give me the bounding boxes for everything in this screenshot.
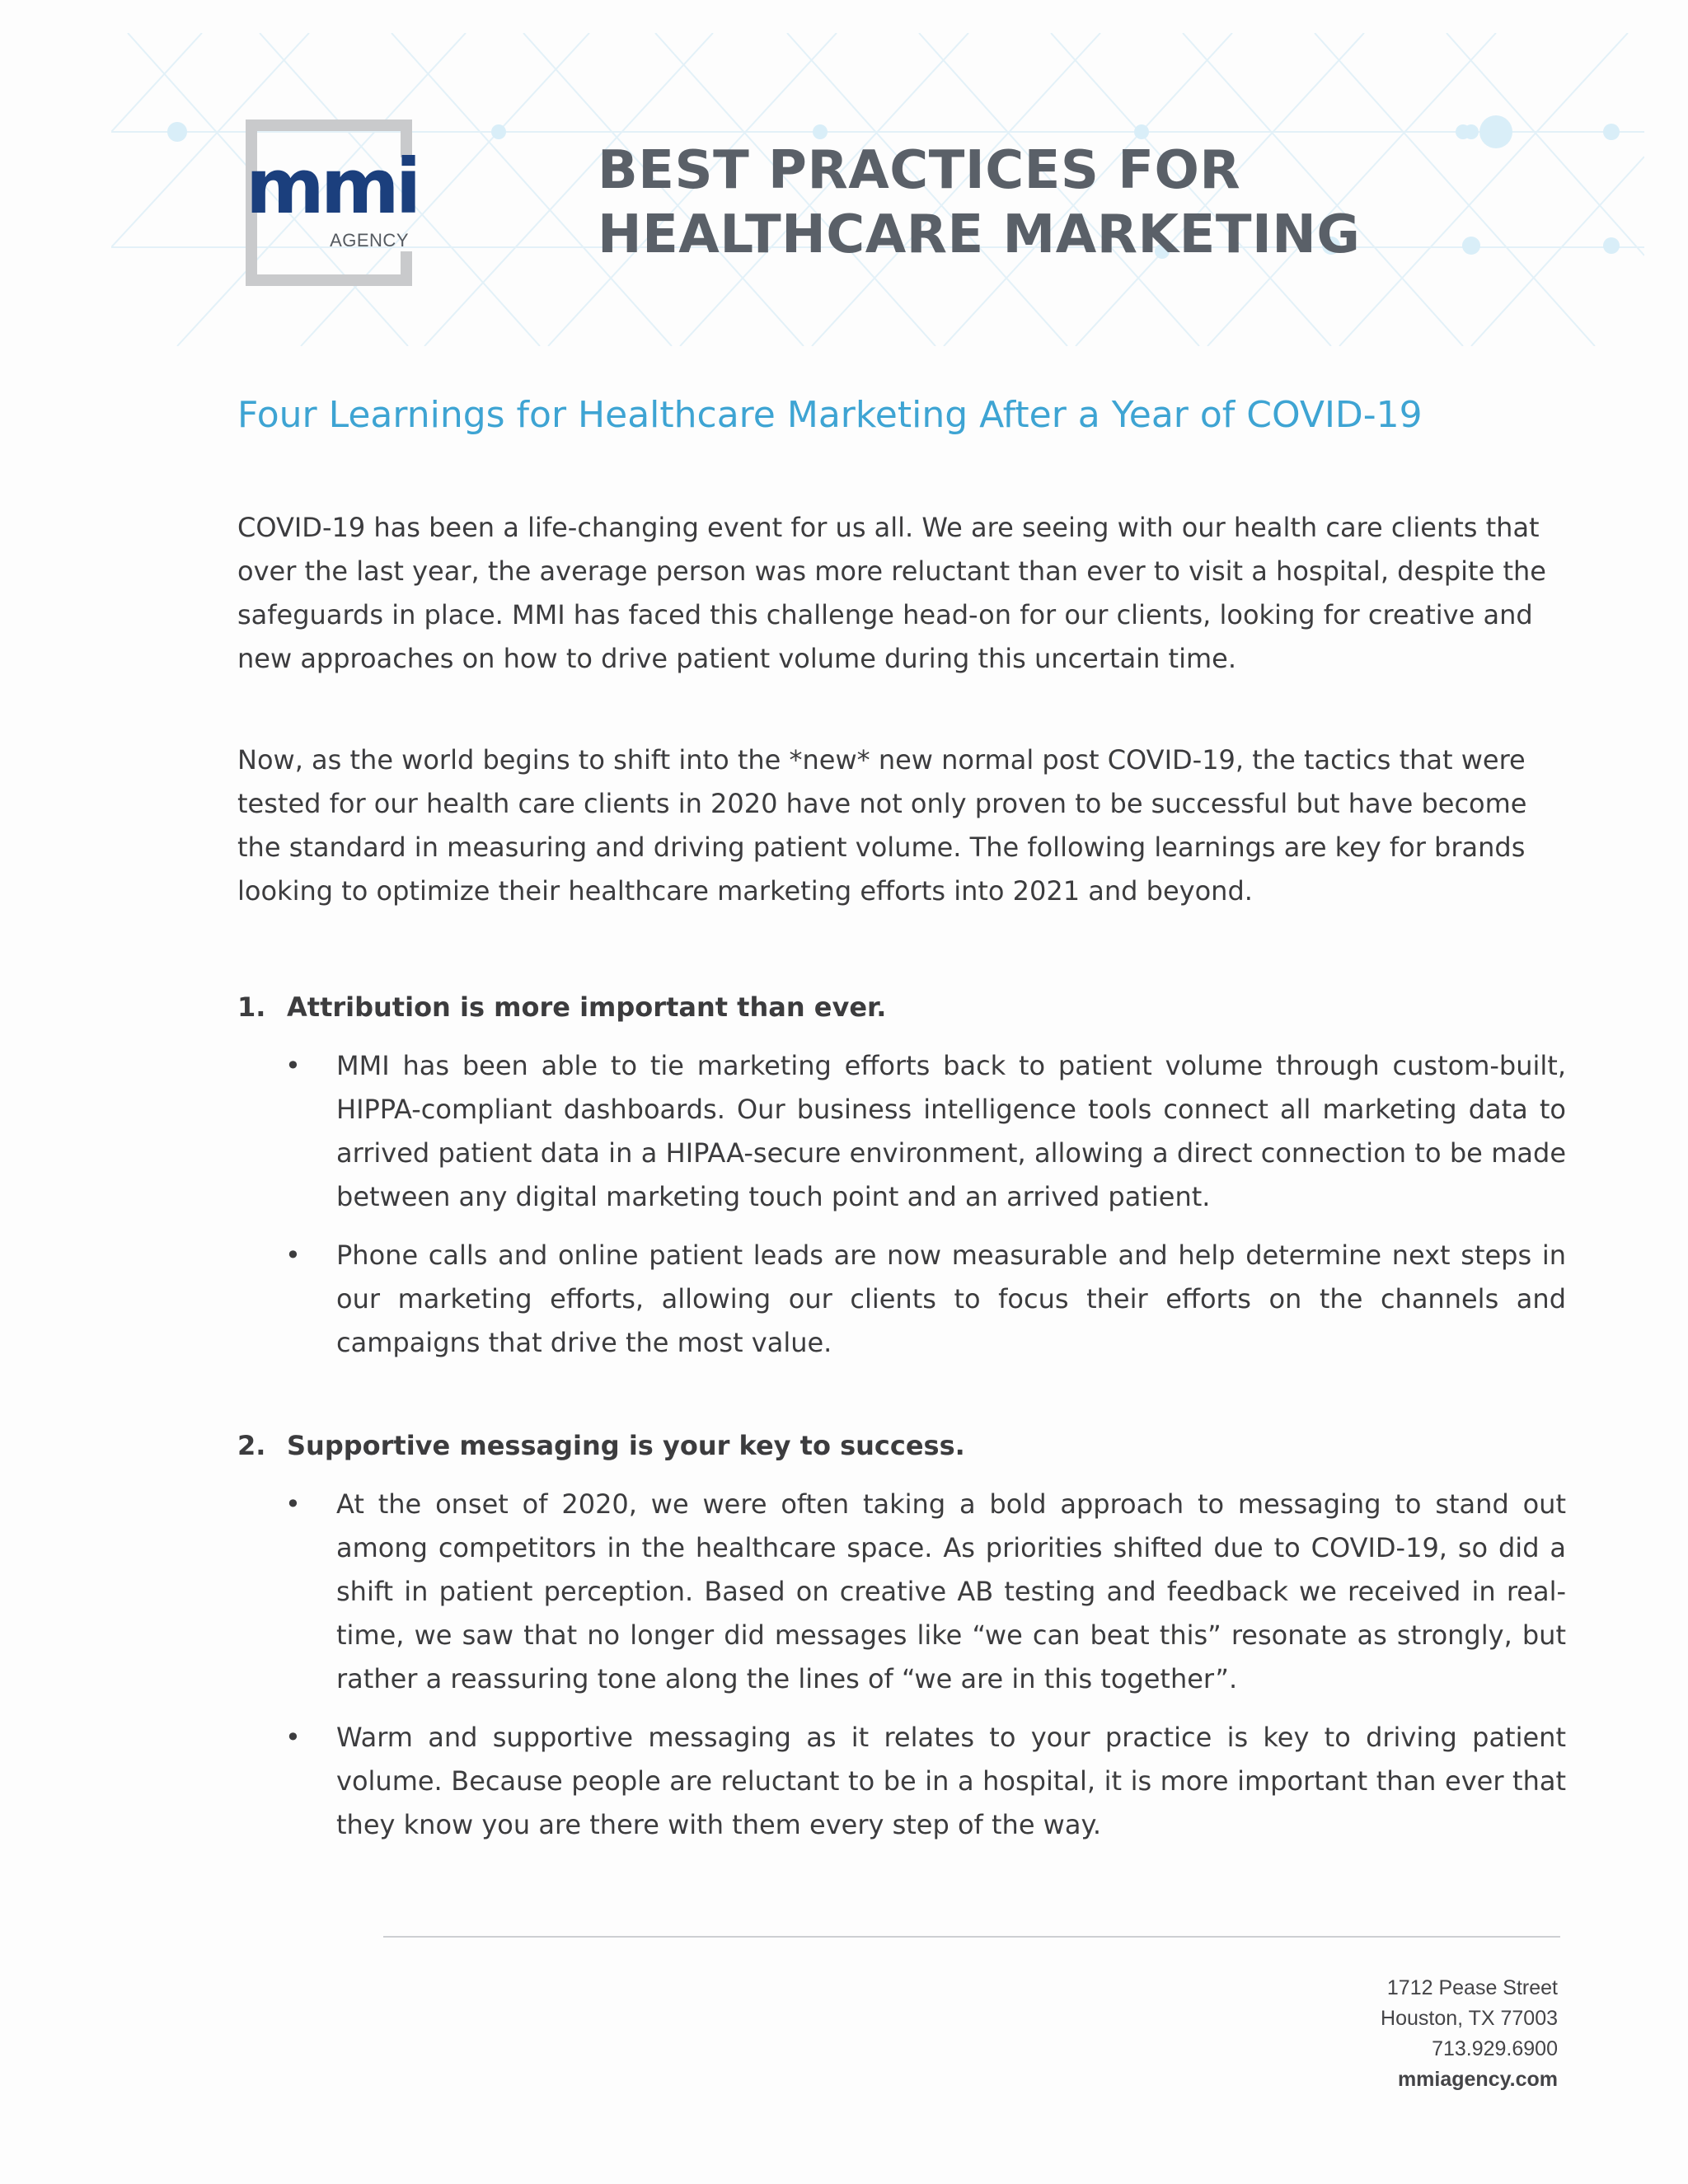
bullet-icon: • bbox=[285, 1488, 301, 1520]
bullet-list bbox=[237, 1483, 1566, 1847]
footer-city: Houston, TX 77003 bbox=[1381, 2007, 1558, 2030]
bullet-icon: • bbox=[285, 1240, 301, 1271]
logo-subtext: AGENCY bbox=[330, 230, 409, 251]
list-item bbox=[285, 1044, 1566, 1219]
section-heading bbox=[237, 1424, 1566, 1468]
footer-divider bbox=[383, 1936, 1560, 1938]
title-line-1: BEST PRACTICES FOR bbox=[598, 140, 1241, 201]
document-title bbox=[598, 138, 1360, 267]
logo-wordmark: mmi bbox=[246, 143, 418, 231]
bullet-icon: • bbox=[285, 1050, 301, 1081]
section-number: 1. bbox=[237, 991, 266, 1023]
logo-frame bbox=[246, 120, 412, 131]
intro-paragraph: COVID-19 has been a life-changing event for us all. We are seeing with our health care clients that over the last year, the average person was more reluctant than ever to visit a hospital, despite the safeguards in place. MMI has faced this challenge head-on for our clients, looking for creative and new approaches on how to drive patient volume during this uncertain time. bbox=[237, 512, 1546, 674]
bullet-text: Phone calls and online patient leads are now measurable and help determine next steps in our marketing efforts, allowing our clients to focus their efforts on the channels and campaigns that drive the most value. bbox=[336, 1240, 1566, 1358]
section-number: 2. bbox=[237, 1430, 266, 1461]
section-title: Attribution is more important than ever. bbox=[287, 991, 887, 1023]
section-heading bbox=[237, 986, 1566, 1029]
list-item bbox=[285, 1483, 1566, 1701]
bullet-icon: • bbox=[285, 1722, 301, 1753]
bullet-text: At the onset of 2020, we were often taking a bold approach to messaging to stand out among competitors in the healthcare space. As priorities shifted due to COVID-19, so did a shift in patient perception. Based on creative AB testing and feedback we received in real-time, we saw that no longer did messages like “we can beat this” resonate as strongly, but rather a reassuring tone along the lines of “we are in this together”. bbox=[336, 1488, 1566, 1694]
logo-frame bbox=[401, 251, 412, 286]
list-item bbox=[285, 1716, 1566, 1847]
bullet-text: Warm and supportive messaging as it relates to your practice is key to driving patient volume. Because people are reluctant to be in a hospital, it is more important than ever that they know you are there with them every step of the way. bbox=[336, 1722, 1566, 1840]
bullet-list bbox=[237, 1044, 1566, 1365]
footer-website-link[interactable]: mmiagency.com bbox=[1397, 2068, 1558, 2091]
title-line-2: HEALTHCARE MARKETING bbox=[598, 204, 1361, 265]
learning-section-1 bbox=[237, 986, 1566, 1365]
mmi-agency-logo bbox=[246, 120, 418, 286]
learning-section-2 bbox=[237, 1424, 1566, 1847]
article-subtitle: Four Learnings for Healthcare Marketing After a Year of COVID-19 bbox=[237, 394, 1423, 436]
footer-street: 1712 Pease Street bbox=[1386, 1976, 1558, 1999]
footer-contact bbox=[1381, 1973, 1558, 2095]
section-title: Supportive messaging is your key to success. bbox=[287, 1430, 965, 1461]
bullet-text: MMI has been able to tie marketing efforts back to patient volume through custom-built, HIPPA-compliant dashboards. Our business intelligence tools connect all marketing data to arrived patient data in a HIPAA-secure environment, allowing a direct connection to be made between any digital marketing touch point and an arrived patient. bbox=[336, 1050, 1566, 1212]
list-item bbox=[285, 1234, 1566, 1365]
article-body bbox=[237, 506, 1566, 1862]
intro-paragraph: Now, as the world begins to shift into the *new* new normal post COVID-19, the tactics that were tested for our health care clients in 2020 have not only proven to be successful but have become the standard in measuring and driving patient volume. The following learnings are key for brands looking to optimize their healthcare marketing efforts into 2021 and beyond. bbox=[237, 744, 1527, 907]
footer-phone: 713.929.6900 bbox=[1432, 2037, 1558, 2060]
logo-frame bbox=[246, 274, 412, 286]
